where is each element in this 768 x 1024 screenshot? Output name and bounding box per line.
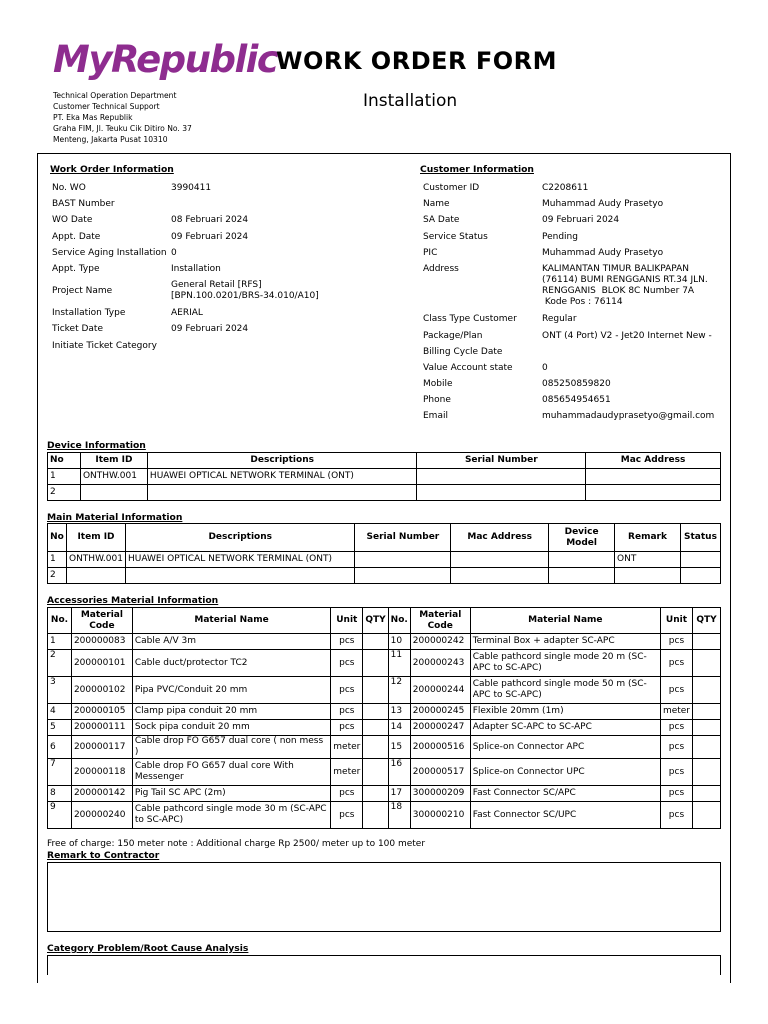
main-cell xyxy=(549,568,615,584)
company-line: Technical Operation Department xyxy=(53,91,177,100)
customer-label: Mobile xyxy=(423,379,453,389)
accessory-cell: pcs xyxy=(660,759,692,786)
wo-label: Project Name xyxy=(52,286,113,296)
customer-label: Billing Cycle Date xyxy=(423,347,503,357)
table-row xyxy=(48,650,721,677)
main-material-section-title: Main Material Information xyxy=(47,512,183,523)
accessories-table xyxy=(47,607,721,829)
wo-value: Installation xyxy=(171,264,221,274)
remark-title: Remark to Contractor xyxy=(47,850,160,861)
table-row xyxy=(48,720,721,736)
accessory-cell: 200000111 xyxy=(71,720,132,736)
device-header-no: No xyxy=(48,453,81,469)
accessory-cell: pcs xyxy=(660,786,692,802)
accessory-cell: 14 xyxy=(388,720,410,736)
main-header-remark: Remark xyxy=(615,524,681,552)
accessory-cell: 300000210 xyxy=(410,802,470,829)
main-cell: HUAWEI OPTICAL NETWORK TERMINAL (ONT) xyxy=(125,552,354,568)
accessory-cell: Terminal Box + adapter SC-APC xyxy=(470,634,660,650)
accessory-cell xyxy=(363,736,388,759)
customer-label: Package/Plan xyxy=(423,331,483,341)
wo-label: Service Aging Installation xyxy=(52,248,167,258)
accessory-cell xyxy=(363,634,388,650)
acc-header-qty: QTY xyxy=(363,608,388,634)
main-header-descriptions: Descriptions xyxy=(125,524,354,552)
customer-section-title: Customer Information xyxy=(420,164,534,175)
accessory-cell: 300000209 xyxy=(410,786,470,802)
wo-value: 09 Februari 2024 xyxy=(171,232,249,242)
device-header-serial: Serial Number xyxy=(417,453,586,469)
customer-value: Pending xyxy=(542,232,578,242)
acc-header-no: No. xyxy=(48,608,72,634)
accessory-cell xyxy=(693,634,721,650)
accessory-cell xyxy=(693,802,721,829)
accessory-cell xyxy=(693,704,721,720)
device-cell: 1 xyxy=(48,469,81,485)
accessory-cell: pcs xyxy=(660,677,692,704)
main-cell xyxy=(355,552,451,568)
accessory-cell: pcs xyxy=(331,704,363,720)
table-row xyxy=(48,736,721,759)
wo-label: WO Date xyxy=(52,215,93,225)
remark-box[interactable] xyxy=(47,862,721,932)
accessory-cell xyxy=(363,786,388,802)
customer-value: 085250859820 xyxy=(542,379,611,389)
device-header-item-id: Item ID xyxy=(80,453,147,469)
accessory-cell: 11 xyxy=(388,650,410,677)
customer-value: KALIMANTAN TIMUR BALIKPAPAN (76114) BUMI RENGGANIS RT.34 JLN. RENGGANIS BLOK 8C Number 7A Kode Pos : 76114 xyxy=(542,264,708,307)
customer-label: Customer ID xyxy=(423,183,480,193)
customer-value: Regular xyxy=(542,314,577,324)
accessory-cell: 12 xyxy=(388,677,410,704)
main-cell xyxy=(66,568,125,584)
accessory-cell: 2 xyxy=(48,650,72,677)
main-cell: ONT xyxy=(615,552,681,568)
accessory-cell: Cable drop FO G657 dual core ( non mess ) xyxy=(132,736,330,759)
form-subtitle: Installation xyxy=(363,91,458,111)
table-row xyxy=(48,485,721,501)
company-line: Menteng, Jakarta Pusat 10310 xyxy=(53,135,168,144)
wo-label: Appt. Type xyxy=(52,264,100,274)
accessory-cell xyxy=(693,786,721,802)
accessory-cell: 1 xyxy=(48,634,72,650)
main-material-table xyxy=(47,523,721,584)
main-cell xyxy=(451,568,549,584)
accessory-cell xyxy=(693,650,721,677)
accessory-cell: 200000242 xyxy=(410,634,470,650)
wo-label: BAST Number xyxy=(52,199,115,209)
accessory-cell: Pig Tail SC APC (2m) xyxy=(132,786,330,802)
customer-label: Class Type Customer xyxy=(423,314,517,324)
wo-value: 09 Februari 2024 xyxy=(171,324,249,334)
accessory-cell: Adapter SC-APC to SC-APC xyxy=(470,720,660,736)
accessory-cell: Cable pathcord single mode 30 m (SC-APC to SC-APC) xyxy=(132,802,330,829)
acc-header-qty: QTY xyxy=(693,608,721,634)
accessory-cell: 5 xyxy=(48,720,72,736)
accessory-cell: pcs xyxy=(660,802,692,829)
accessory-cell: 200000117 xyxy=(71,736,132,759)
customer-value: ONT (4 Port) V2 - Jet20 Internet New - xyxy=(542,331,712,341)
accessory-cell: 200000516 xyxy=(410,736,470,759)
accessory-cell: Cable pathcord single mode 20 m (SC-APC to SC-APC) xyxy=(470,650,660,677)
accessory-cell: 200000118 xyxy=(71,759,132,786)
device-cell xyxy=(586,469,721,485)
accessory-cell: pcs xyxy=(331,786,363,802)
table-row xyxy=(48,552,721,568)
device-cell xyxy=(147,485,417,501)
main-cell xyxy=(125,568,354,584)
main-cell: ONTHW.001 xyxy=(66,552,125,568)
accessory-cell: pcs xyxy=(331,650,363,677)
accessory-cell: Clamp pipa conduit 20 mm xyxy=(132,704,330,720)
acc-header-unit: Unit xyxy=(331,608,363,634)
accessory-cell: pcs xyxy=(660,634,692,650)
accessory-cell: pcs xyxy=(331,677,363,704)
accessory-cell xyxy=(363,704,388,720)
customer-label: SA Date xyxy=(423,215,460,225)
customer-value: C2208611 xyxy=(542,183,589,193)
customer-label: Name xyxy=(423,199,450,209)
accessory-cell: pcs xyxy=(660,650,692,677)
accessory-cell: 200000105 xyxy=(71,704,132,720)
accessory-cell xyxy=(363,650,388,677)
accessory-cell: Sock pipa conduit 20 mm xyxy=(132,720,330,736)
accessory-cell: 9 xyxy=(48,802,72,829)
device-cell xyxy=(417,469,586,485)
customer-label: Service Status xyxy=(423,232,488,242)
accessory-cell xyxy=(363,802,388,829)
table-row xyxy=(48,802,721,829)
device-cell: ONTHW.001 xyxy=(80,469,147,485)
table-row xyxy=(48,634,721,650)
device-header-descriptions: Descriptions xyxy=(147,453,417,469)
accessory-cell: 200000102 xyxy=(71,677,132,704)
category-box[interactable] xyxy=(47,955,721,975)
wo-value: 3990411 xyxy=(171,183,212,193)
main-header-mac: Mac Address xyxy=(451,524,549,552)
accessory-cell: Flexible 20mm (1m) xyxy=(470,704,660,720)
accessory-cell: pcs xyxy=(331,802,363,829)
company-line: PT. Eka Mas Republik xyxy=(53,113,133,122)
accessory-cell: Cable pathcord single mode 50 m (SC-APC to SC-APC) xyxy=(470,677,660,704)
table-row xyxy=(48,677,721,704)
wo-value: General Retail [RFS] [BPN.100.0201/BRS-34.010/A10] xyxy=(171,280,319,301)
main-header-item-id: Item ID xyxy=(66,524,125,552)
main-cell xyxy=(355,568,451,584)
acc-header-code: Material Code xyxy=(71,608,132,634)
wo-value: AERIAL xyxy=(171,308,203,318)
customer-value: 0 xyxy=(542,363,548,373)
accessory-cell: 200000101 xyxy=(71,650,132,677)
accessory-cell: pcs xyxy=(331,634,363,650)
accessory-cell: 200000142 xyxy=(71,786,132,802)
main-cell: 2 xyxy=(48,568,67,584)
main-header-serial: Serial Number xyxy=(355,524,451,552)
customer-value: 09 Februari 2024 xyxy=(542,215,620,225)
accessory-cell: 200000245 xyxy=(410,704,470,720)
accessories-section-title: Accessories Material Information xyxy=(47,595,219,606)
main-header-status: Status xyxy=(680,524,720,552)
accessory-cell: 15 xyxy=(388,736,410,759)
table-row xyxy=(48,704,721,720)
customer-label: Email xyxy=(423,411,448,421)
accessory-cell: pcs xyxy=(331,720,363,736)
device-cell xyxy=(80,485,147,501)
work-order-section-title: Work Order Information xyxy=(50,164,174,175)
device-cell xyxy=(586,485,721,501)
accessory-cell: 4 xyxy=(48,704,72,720)
wo-label: Ticket Date xyxy=(52,324,103,334)
acc-header-no: No. xyxy=(388,608,410,634)
accessory-cell: Pipa PVC/Conduit 20 mm xyxy=(132,677,330,704)
accessory-cell xyxy=(693,759,721,786)
accessory-cell: 200000240 xyxy=(71,802,132,829)
wo-value: 08 Februari 2024 xyxy=(171,215,249,225)
acc-header-unit: Unit xyxy=(660,608,692,634)
customer-value: muhammadaudyprasetyo@gmail.com xyxy=(542,411,715,421)
accessory-cell: Fast Connector SC/UPC xyxy=(470,802,660,829)
accessory-cell: 200000517 xyxy=(410,759,470,786)
accessory-cell: Cable duct/protector TC2 xyxy=(132,650,330,677)
acc-header-name: Material Name xyxy=(470,608,660,634)
wo-label: Installation Type xyxy=(52,308,126,318)
charge-note: Free of charge: 150 meter note : Additional charge Rp 2500/ meter up to 100 meter xyxy=(47,839,426,849)
main-cell xyxy=(615,568,681,584)
accessory-cell: 13 xyxy=(388,704,410,720)
main-cell: 1 xyxy=(48,552,67,568)
accessory-cell xyxy=(363,677,388,704)
accessory-cell: Splice-on Connector APC xyxy=(470,736,660,759)
accessory-cell: 3 xyxy=(48,677,72,704)
accessory-cell: Cable A/V 3m xyxy=(132,634,330,650)
accessory-cell xyxy=(693,677,721,704)
customer-value: Muhammad Audy Prasetyo xyxy=(542,199,664,209)
main-cell xyxy=(451,552,549,568)
acc-header-code: Material Code xyxy=(410,608,470,634)
wo-label: No. WO xyxy=(52,183,86,193)
category-title: Category Problem/Root Cause Analysis xyxy=(47,943,249,954)
accessory-cell: 17 xyxy=(388,786,410,802)
accessory-cell xyxy=(693,720,721,736)
accessory-cell: Cable drop FO G657 dual core With Messenger xyxy=(132,759,330,786)
accessory-cell: 200000243 xyxy=(410,650,470,677)
accessory-cell: pcs xyxy=(660,736,692,759)
company-address xyxy=(53,90,192,145)
table-row xyxy=(48,759,721,786)
accessory-cell: 200000247 xyxy=(410,720,470,736)
device-section-title: Device Information xyxy=(47,440,146,451)
wo-label: Appt. Date xyxy=(52,232,101,242)
accessory-cell: 200000244 xyxy=(410,677,470,704)
accessory-cell: meter xyxy=(660,704,692,720)
accessory-cell: 16 xyxy=(388,759,410,786)
wo-label: Initiate Ticket Category xyxy=(52,341,157,351)
wo-value: 0 xyxy=(171,248,177,258)
customer-label: Address xyxy=(423,264,459,274)
table-row xyxy=(48,568,721,584)
accessory-cell: 18 xyxy=(388,802,410,829)
table-row xyxy=(48,469,721,485)
accessory-cell: 10 xyxy=(388,634,410,650)
accessory-cell: 8 xyxy=(48,786,72,802)
accessory-cell: Fast Connector SC/APC xyxy=(470,786,660,802)
acc-header-name: Material Name xyxy=(132,608,330,634)
device-cell xyxy=(417,485,586,501)
accessory-cell xyxy=(693,736,721,759)
customer-label: Value Account state xyxy=(423,363,513,373)
device-header-mac: Mac Address xyxy=(586,453,721,469)
main-cell xyxy=(680,568,720,584)
accessory-cell: meter xyxy=(331,759,363,786)
customer-label: PIC xyxy=(423,248,438,258)
table-row xyxy=(48,786,721,802)
customer-value: Muhammad Audy Prasetyo xyxy=(542,248,664,258)
device-cell: HUAWEI OPTICAL NETWORK TERMINAL (ONT) xyxy=(147,469,417,485)
accessory-cell xyxy=(363,720,388,736)
customer-value: 085654954651 xyxy=(542,395,611,405)
customer-label: Phone xyxy=(423,395,451,405)
accessory-cell xyxy=(363,759,388,786)
main-cell xyxy=(680,552,720,568)
main-header-device-model: Device Model xyxy=(549,524,615,552)
company-logo: MyRepublic xyxy=(53,38,278,81)
accessory-cell: Splice-on Connector UPC xyxy=(470,759,660,786)
company-line: Customer Technical Support xyxy=(53,102,160,111)
accessory-cell: 7 xyxy=(48,759,72,786)
accessory-cell: 6 xyxy=(48,736,72,759)
accessory-cell: pcs xyxy=(660,720,692,736)
main-header-no: No xyxy=(48,524,67,552)
accessory-cell: meter xyxy=(331,736,363,759)
accessory-cell: 200000083 xyxy=(71,634,132,650)
main-cell xyxy=(549,552,615,568)
form-title: WORK ORDER FORM xyxy=(276,47,558,75)
device-table xyxy=(47,452,721,501)
device-cell: 2 xyxy=(48,485,81,501)
company-line: Graha FIM, Jl. Teuku Cik Ditiro No. 37 xyxy=(53,124,192,133)
